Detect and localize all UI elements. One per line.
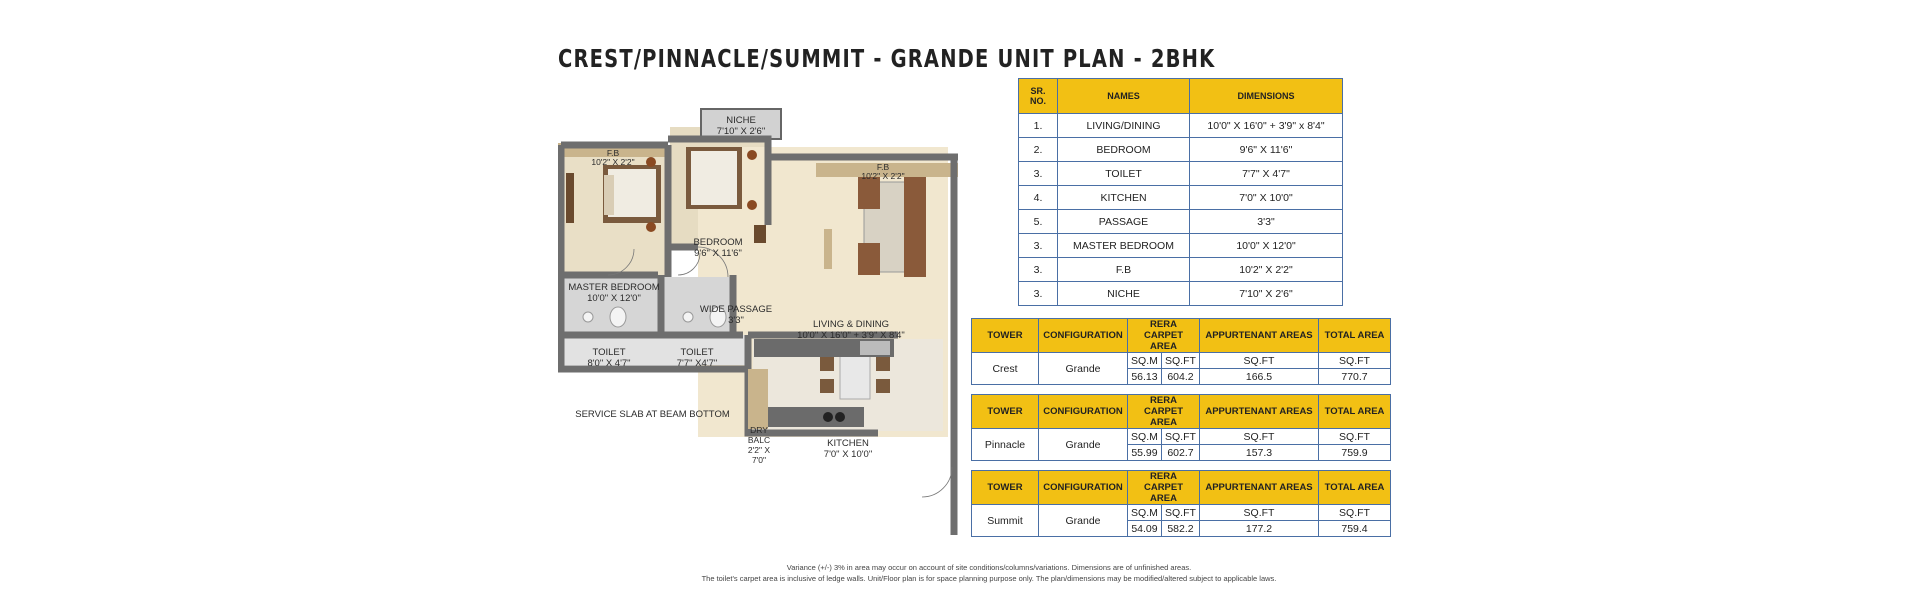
header-sr-no: SR. NO. — [1019, 79, 1058, 114]
name-cell: F.B — [1058, 258, 1190, 282]
master-bed-sheet — [608, 169, 656, 217]
footnote-line-1: Variance (+/-) 3% in area may occur on account of site conditions/columns/variations. Dimensions are of unfinished areas. — [786, 563, 1192, 572]
name-cell: TOILET — [1058, 162, 1190, 186]
table-row — [1019, 186, 1343, 210]
unit-sqft: SQ.FT — [1319, 429, 1391, 445]
floor-plan — [558, 107, 958, 535]
total-cell: 770.7 — [1319, 369, 1391, 385]
config-cell: Grande — [1039, 429, 1128, 461]
sr-cell: 3. — [1019, 258, 1058, 282]
fb-left-dim: 10'2" X 2'2" — [591, 157, 635, 167]
config-cell: Grande — [1039, 353, 1128, 385]
area-header-row — [972, 319, 1391, 353]
kitchen-name: KITCHEN — [827, 438, 869, 449]
header-configuration: CONFIGURATION — [1039, 395, 1128, 429]
header-rera: RERA CARPET AREA — [1128, 471, 1200, 505]
unit-sqft: SQ.FT — [1161, 429, 1199, 445]
master-bedroom-label — [560, 282, 668, 304]
toilet2-name: TOILET — [680, 347, 714, 358]
living-label — [776, 319, 926, 341]
niche-label — [701, 115, 781, 137]
dining-table — [840, 351, 870, 399]
unit-sqft: SQ.FT — [1161, 505, 1199, 521]
master-bedroom-name: MASTER BEDROOM — [568, 282, 660, 293]
dim-cell: 10'2" X 2'2" — [1190, 258, 1343, 282]
sr-cell: 4. — [1019, 186, 1058, 210]
service-slab-label: SERVICE SLAB AT BEAM BOTTOM — [575, 409, 730, 420]
header-total: TOTAL AREA — [1319, 395, 1391, 429]
living-name: LIVING & DINING — [812, 319, 889, 330]
rera-sqm-cell: 56.13 — [1128, 369, 1162, 385]
dim-cell: 9'6" X 11'6" — [1190, 138, 1343, 162]
tv-unit — [824, 229, 832, 269]
header-tower: TOWER — [972, 319, 1039, 353]
dim-cell: 7'10" X 2'6" — [1190, 282, 1343, 306]
toilet1-dim: 8'0" X 4'7" — [587, 358, 631, 369]
niche-dim: 7'10" X 2'6" — [716, 126, 766, 137]
dimensions-header-row — [1019, 79, 1343, 114]
footnote-line-2: The toilet's carpet area is inclusive of ledge walls. Unit/Floor plan is for space planning purpose only. The plan/dimensions may be modified/altered subject to applicable laws. — [701, 574, 1277, 583]
dim-cell: 3'3" — [1190, 210, 1343, 234]
bedroom-name: BEDROOM — [693, 237, 743, 248]
table-row — [1019, 234, 1343, 258]
header-tower: TOWER — [972, 395, 1039, 429]
dry-balcony — [748, 369, 768, 429]
bedroom-label — [670, 237, 766, 259]
name-cell: MASTER BEDROOM — [1058, 234, 1190, 258]
living-dim: 10'0" X 16'0" + 3'9" X 8'4" — [797, 330, 905, 341]
table-row — [1019, 210, 1343, 234]
master-wardrobe — [566, 173, 574, 223]
unit-sqm: SQ.M — [1128, 353, 1162, 369]
unit-sqft: SQ.FT — [1200, 353, 1319, 369]
header-appurtenant: APPURTENANT AREAS — [1200, 319, 1319, 353]
header-appurtenant: APPURTENANT AREAS — [1200, 395, 1319, 429]
table-row — [1019, 282, 1343, 306]
header-rera: RERA CARPET AREA — [1128, 319, 1200, 353]
sofa-chair-top — [858, 177, 880, 209]
sr-cell: 2. — [1019, 138, 1058, 162]
fb-right-name: F.B — [876, 162, 890, 172]
header-total: TOTAL AREA — [1319, 471, 1391, 505]
dim-cell: 7'0" X 10'0" — [1190, 186, 1343, 210]
rera-sqft-cell: 582.2 — [1161, 521, 1199, 537]
page-title: CREST/PINNACLE/SUMMIT - GRANDE UNIT PLAN - 2BHK — [558, 44, 1216, 73]
kitchen-label — [798, 438, 898, 460]
header-dimensions: DIMENSIONS — [1190, 79, 1343, 114]
toilet2-dim: 7'7" X4'7" — [676, 358, 718, 369]
dim-cell: 10'0" X 16'0" + 3'9" x 8'4" — [1190, 114, 1343, 138]
name-cell: KITCHEN — [1058, 186, 1190, 210]
unit-sqft: SQ.FT — [1161, 353, 1199, 369]
appurtenant-cell: 166.5 — [1200, 369, 1319, 385]
fb-left-name: F.B — [606, 148, 620, 158]
rera-sqft-cell: 604.2 — [1161, 369, 1199, 385]
dim-cell: 7'7" X 4'7" — [1190, 162, 1343, 186]
area-table-pinnacle — [971, 394, 1391, 461]
header-rera: RERA CARPET AREA — [1128, 395, 1200, 429]
area-units-row — [972, 353, 1391, 369]
area-header-row — [972, 395, 1391, 429]
unit-sqft: SQ.FT — [1319, 353, 1391, 369]
sr-cell: 1. — [1019, 114, 1058, 138]
rera-sqft-cell: 602.7 — [1161, 445, 1199, 461]
header-tower: TOWER — [972, 471, 1039, 505]
unit-sqft: SQ.FT — [1319, 505, 1391, 521]
table-row — [1019, 258, 1343, 282]
appurtenant-cell: 177.2 — [1200, 521, 1319, 537]
sr-cell: 5. — [1019, 210, 1058, 234]
config-cell: Grande — [1039, 505, 1128, 537]
kitchen-counter-bottom — [754, 407, 864, 427]
table-row — [1019, 138, 1343, 162]
header-configuration: CONFIGURATION — [1039, 471, 1128, 505]
sofa-right — [904, 177, 926, 277]
dry-balc-name: DRY BALC — [747, 425, 771, 445]
dry-balc-label — [744, 425, 774, 465]
area-units-row — [972, 505, 1391, 521]
appurtenant-cell: 157.3 — [1200, 445, 1319, 461]
header-appurtenant: APPURTENANT AREAS — [1200, 471, 1319, 505]
unit-sqm: SQ.M — [1128, 505, 1162, 521]
toilet1-name: TOILET — [592, 347, 626, 358]
tower-cell: Pinnacle — [972, 429, 1039, 461]
rera-sqm-cell: 55.99 — [1128, 445, 1162, 461]
bedroom-dim: 9'6" X 11'6" — [694, 248, 742, 259]
sr-cell: 3. — [1019, 162, 1058, 186]
toilet1-label — [560, 347, 658, 369]
rera-sqm-cell: 54.09 — [1128, 521, 1162, 537]
dry-balc-dim: 2'2" X 7'0" — [747, 445, 771, 465]
total-cell: 759.4 — [1319, 521, 1391, 537]
area-table-crest — [971, 318, 1391, 385]
master-bedroom-dim: 10'0" X 12'0" — [587, 293, 641, 304]
sofa-chair-bottom — [858, 243, 880, 275]
unit-sqft: SQ.FT — [1200, 505, 1319, 521]
name-cell: NICHE — [1058, 282, 1190, 306]
unit-sqm: SQ.M — [1128, 429, 1162, 445]
bedroom-bed-sheet — [691, 151, 737, 205]
area-table-summit — [971, 470, 1391, 537]
header-configuration: CONFIGURATION — [1039, 319, 1128, 353]
footnote — [558, 562, 1420, 584]
name-cell: LIVING/DINING — [1058, 114, 1190, 138]
fb-right-label — [828, 163, 938, 181]
dimensions-table — [1018, 78, 1343, 306]
toilet2-label — [662, 347, 732, 369]
wide-passage-dim: 3'3" — [728, 315, 744, 326]
dim-cell: 10'0" X 12'0" — [1190, 234, 1343, 258]
table-row — [1019, 114, 1343, 138]
tower-cell: Summit — [972, 505, 1039, 537]
tower-cell: Crest — [972, 353, 1039, 385]
area-header-row — [972, 471, 1391, 505]
area-units-row — [972, 429, 1391, 445]
sr-cell: 3. — [1019, 282, 1058, 306]
table-row — [1019, 162, 1343, 186]
wide-passage-label — [696, 304, 776, 326]
total-cell: 759.9 — [1319, 445, 1391, 461]
name-cell: PASSAGE — [1058, 210, 1190, 234]
header-names: NAMES — [1058, 79, 1190, 114]
header-total: TOTAL AREA — [1319, 319, 1391, 353]
fb-left-label — [558, 149, 668, 167]
unit-sqft: SQ.FT — [1200, 429, 1319, 445]
niche-name: NICHE — [726, 115, 756, 126]
name-cell: BEDROOM — [1058, 138, 1190, 162]
wide-passage-name: WIDE PASSAGE — [699, 304, 773, 315]
kitchen-dim: 7'0" X 10'0" — [823, 449, 873, 460]
fb-right-dim: 10'2" X 2'2" — [861, 171, 905, 181]
sr-cell: 3. — [1019, 234, 1058, 258]
